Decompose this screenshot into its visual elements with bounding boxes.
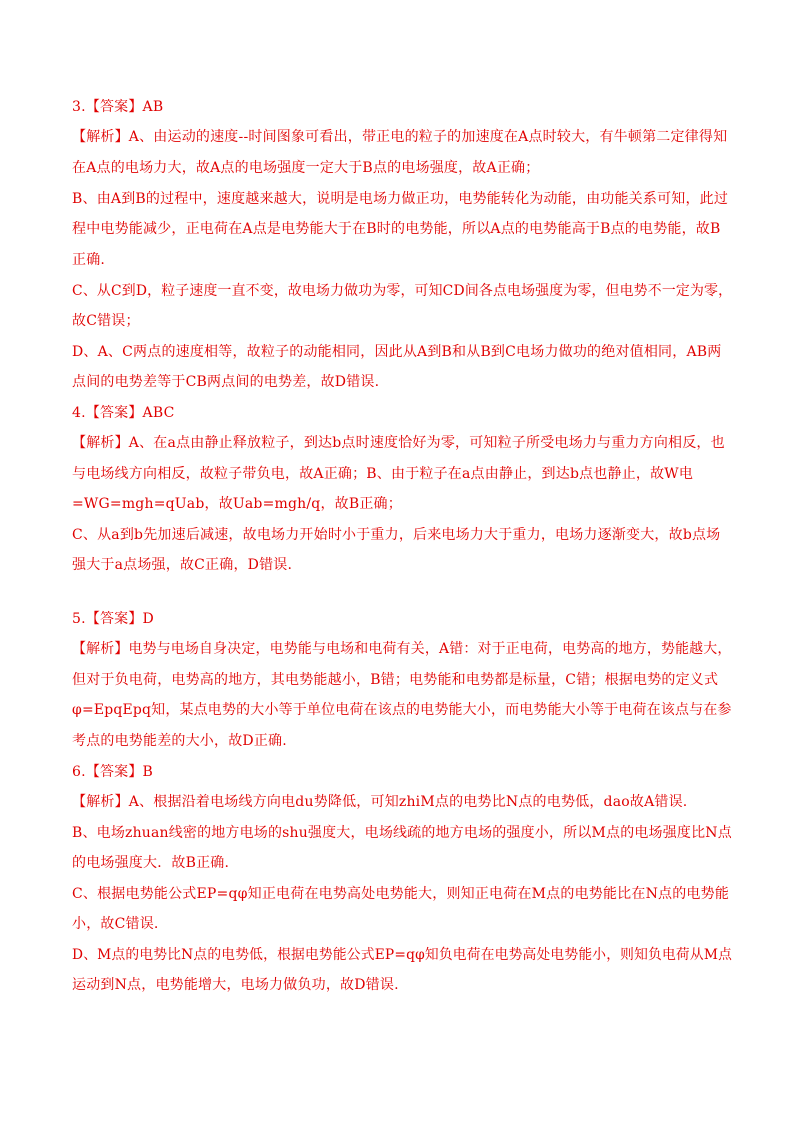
- analysis-3-line-9: 点间的电势差等于CB两点间的电势差，故D错误.: [72, 374, 380, 390]
- analysis-5-line-2: 但对于负电荷，电势高的地方，其电势能越小，B错；电势能和电势都是标量，C错；根据电势的定义式: [72, 672, 719, 688]
- analysis-5-line-4: 考点的电势能差的大小，故D正确.: [72, 733, 287, 749]
- analysis-3-line-3: B、由A到B的过程中，速度越来越大，说明是电场力做正功，电势能转化为动能，由功能关系可知，此过: [72, 191, 729, 207]
- analysis-5-line-3: φ=EpqEpq知，某点电势的大小等于单位电荷在该点的电势能大小，而电势能大小等于电荷在该点与在参: [72, 702, 732, 718]
- answer-3-heading: 3.【答案】AB: [72, 99, 164, 115]
- analysis-4-line-5: 强大于a点场强，故C正确，D错误.: [72, 557, 293, 573]
- answer-6-heading: 6.【答案】B: [72, 764, 154, 780]
- analysis-5-line-1: 【解析】电势与电场自身决定，电势能与电场和电荷有关，A错：对于正电荷，电势高的地方，势能越大，: [72, 641, 732, 657]
- analysis-6-line-2: B、电场zhuan线密的地方电场的shu强度大，电场线疏的地方电场的强度小，所以M点的电场强度比N点: [72, 825, 732, 841]
- analysis-3-line-8: D、A、C两点的速度相等，故粒子的动能相同，因此从A到B和从B到C电场力做功的绝对值相同，AB两: [72, 344, 722, 360]
- analysis-3-line-7: 故C错误；: [72, 313, 140, 329]
- analysis-4-line-1: 【解析】A、在a点由静止释放粒子，到达b点时速度恰好为零，可知粒子所受电场力与重力方向相反，也: [72, 435, 725, 451]
- analysis-3-line-2: 在A点的电场力大，故A点的电场强度一定大于B点的电场强度，故A正确；: [72, 160, 540, 176]
- analysis-4-line-4: C、从a到b先加速后减速，故电场力开始时小于重力，后来电场力大于重力，电场力逐渐变大，故b点场: [72, 527, 721, 543]
- analysis-4-line-2: 与电场线方向相反，故粒子带负电，故A正确；B、由于粒子在a点由静止，到达b点也静止，故W电: [72, 466, 694, 482]
- analysis-3-line-6: C、从C到D，粒子速度一直不变，故电场力做功为零，可知CD间各点电场强度为零，但电势不一定为零，: [72, 283, 733, 299]
- analysis-3-line-1: 【解析】A、由运动的速度--时间图象可看出，带正电的粒子的加速度在A点时较大，有牛顿第二定律得知: [72, 129, 728, 145]
- analysis-6-line-4: C、根据电势能公式EP=qφ知正电荷在电势高处电势能大，则知正电荷在M点的电势能比在N点的电势能: [72, 886, 730, 902]
- analysis-4-line-3: =WG=mgh=qUab，故Uab=mgh/q，故B正确；: [72, 496, 402, 512]
- answer-4-heading: 4.【答案】ABC: [72, 405, 175, 421]
- analysis-6-line-7: 运动到N点，电势能增大，电场力做负功，故D错误.: [72, 977, 399, 993]
- analysis-6-line-3: 的电场强度大．故B正确.: [72, 855, 230, 871]
- answer-5-heading: 5.【答案】D: [72, 611, 154, 627]
- analysis-3-line-4: 程中电势能减少，正电荷在A点是电势能大于在B时的电势能，所以A点的电势能高于B点的电势能，故B: [72, 221, 721, 237]
- analysis-6-line-5: 小，故C错误.: [72, 916, 159, 932]
- analysis-6-line-1: 【解析】A、根据沿着电场线方向电du势降低，可知zhiM点的电势比N点的电势低，dao故A错误.: [72, 794, 688, 810]
- analysis-6-line-6: D、M点的电势比N点的电势低，根据电势能公式EP=qφ知负电荷在电势高处电势能小，则知负电荷从M点: [72, 947, 733, 963]
- analysis-3-line-5: 正确.: [72, 252, 106, 268]
